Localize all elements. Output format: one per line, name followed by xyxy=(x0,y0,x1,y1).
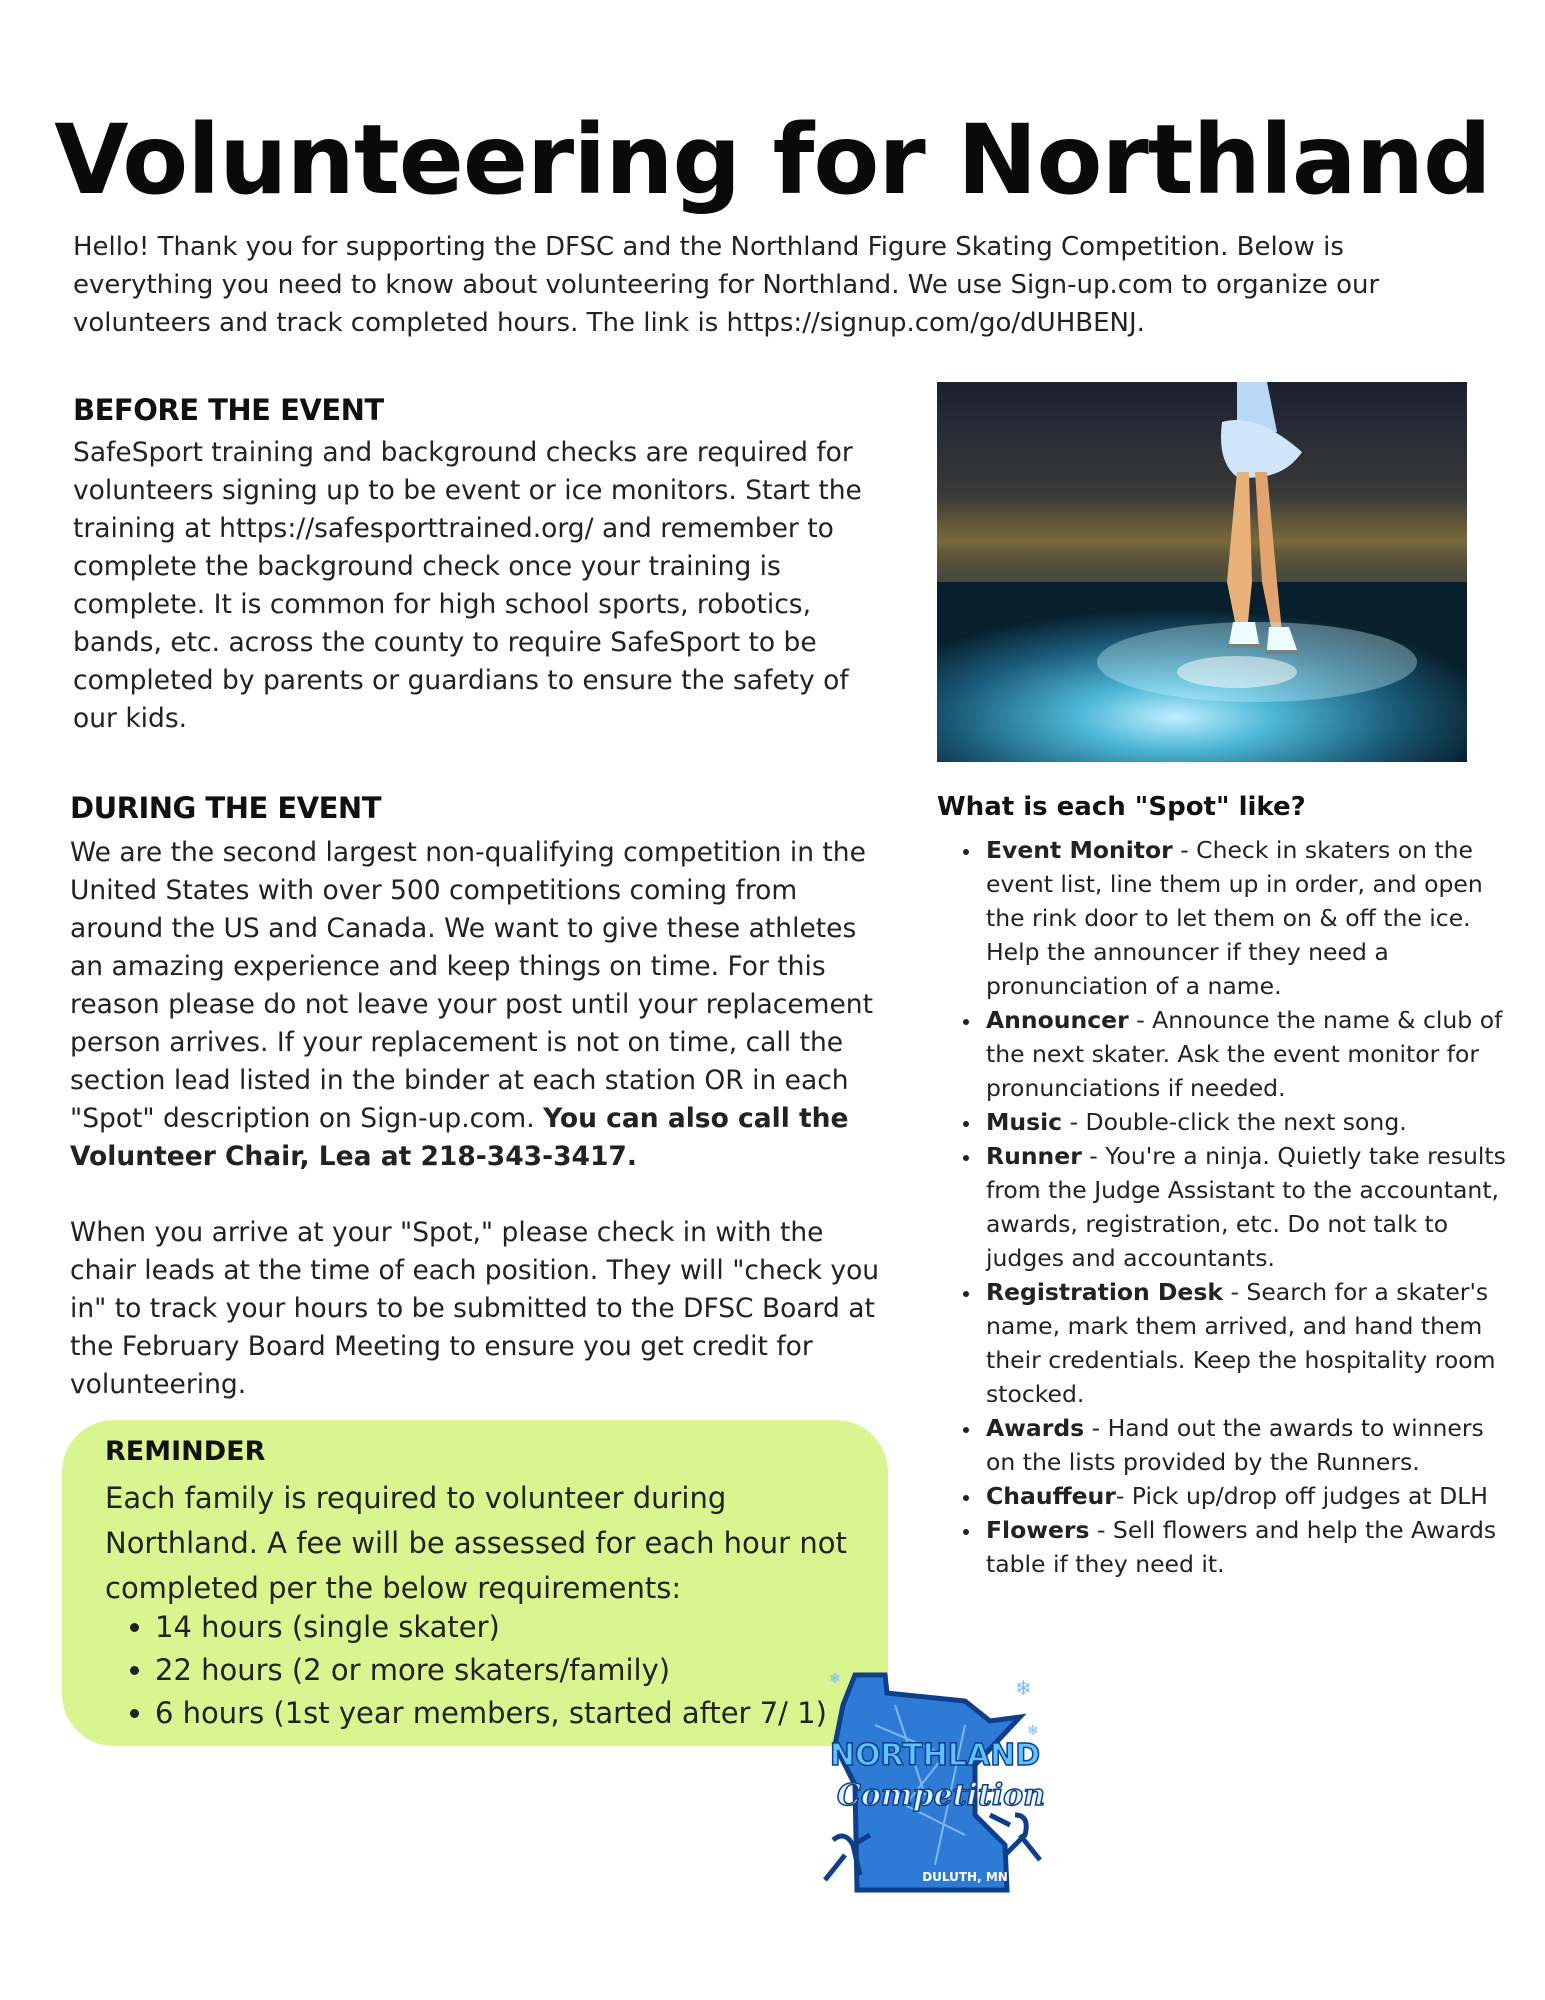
reminder-list xyxy=(105,1606,827,1735)
svg-text:❄: ❄ xyxy=(1027,1723,1039,1739)
logo-line2: Competition xyxy=(836,1778,1046,1813)
reminder-title: REMINDER xyxy=(105,1436,266,1467)
list-item: • 6 hours (1st year members, started after 7/ 1) xyxy=(155,1692,827,1735)
list-item: • Chauffeur- Pick up/drop off judges at DLH xyxy=(982,1479,1512,1513)
list-item: • Music - Double-click the next song. xyxy=(982,1105,1512,1139)
during-event-paragraph: We are the second largest non-qualifying competition in the United States with over 500 competitions coming from around the US and Canada. We want to give these athletes an amazing experience and keep things on time. For this reason please do not leave your post until your replacement person arrives. If your replacement is not on time, call the section lead listed in the binder at each station OR in each "Spot" description on Sign-up.com. xyxy=(70,837,873,1134)
spots-heading: What is each "Spot" like? xyxy=(937,792,1306,822)
logo-line1: NORTHLAND xyxy=(829,1738,1041,1773)
list-item: • Registration Desk - Search for a skater's name, mark them arrived, and hand them their credentials. Keep the hospitality room stocked. xyxy=(982,1275,1512,1411)
before-event-heading: BEFORE THE EVENT xyxy=(73,393,384,427)
northland-logo xyxy=(815,1665,1055,1913)
during-event-heading: DURING THE EVENT xyxy=(70,791,381,825)
list-item: • 14 hours (single skater) xyxy=(155,1606,827,1649)
intro-paragraph: Hello! Thank you for supporting the DFSC and the Northland Figure Skating Competition. Below is everything you need to know about volunteering for Northland. We use Sign-up.com to organize our volunteers and track completed hours. The link is https://signup.com/go/dUHBENJ. xyxy=(73,232,1380,338)
list-item: • 22 hours (2 or more skaters/family) xyxy=(155,1649,827,1692)
list-item: • Announcer - Announce the name & club of the next skater. Ask the event monitor for pronunciations if needed. xyxy=(982,1003,1512,1105)
list-item: • Flowers - Sell flowers and help the Awards table if they need it. xyxy=(982,1513,1512,1581)
skater-illustration xyxy=(937,382,1467,762)
during-event-text xyxy=(70,834,885,1176)
reminder-box xyxy=(62,1420,888,1746)
svg-text:❄: ❄ xyxy=(829,1671,841,1687)
svg-text:❄: ❄ xyxy=(1015,1676,1032,1700)
skater-photo xyxy=(937,382,1467,762)
list-item: • Runner - You're a ninja. Quietly take results from the Judge Assistant to the accountant, awards, registration, etc. Do not talk to judges and accountants. xyxy=(982,1139,1512,1275)
logo-location: DULUTH, MN xyxy=(922,1870,1008,1884)
spots-list xyxy=(950,833,1512,1581)
check-in-text: When you arrive at your "Spot," please check in with the chair leads at the time of each position. They will "check you in" to track your hours to be submitted to the DFSC Board at the February Board Meeting to ensure you get credit for volunteering. xyxy=(70,1217,880,1400)
list-item: • Event Monitor - Check in skaters on the event list, line them up in order, and open the rink door to let them on & off the ice. Help the announcer if they need a pronunciation of a name. xyxy=(982,833,1512,1003)
before-event-text: SafeSport training and background checks are required for volunteers signing up to be event or ice monitors. Start the training at https://safesporttrained.org/ and remember to complete the background check once your training is complete. It is common for high school sports, robotics, bands, etc. across the county to require SafeSport to be completed by parents or guardians to ensure the safety of our kids. xyxy=(73,437,862,734)
volunteer-chair-contact: You can also call the Volunteer Chair, Lea at 218-343-3417. xyxy=(70,1103,849,1172)
page-title: Volunteering for Northland xyxy=(54,104,1491,216)
reminder-text: Each family is required to volunteer during Northland. A fee will be assessed for each hour not completed per the below requirements: xyxy=(105,1481,847,1605)
list-item: • Awards - Hand out the awards to winners on the lists provided by the Runners. xyxy=(982,1411,1512,1479)
